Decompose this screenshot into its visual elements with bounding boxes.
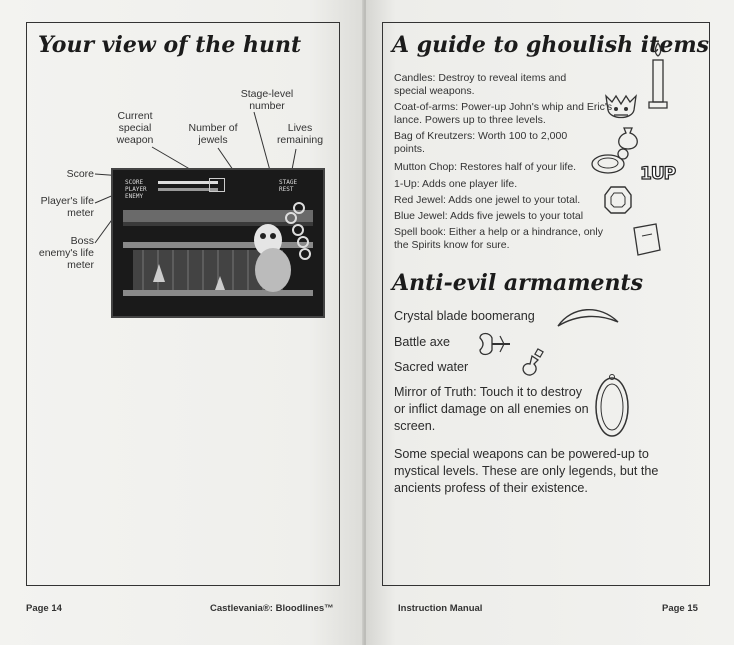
item-coat-of-arms: Coat-of-arms: Power-up John's whip and Eric's lance. Powers up to three levels. [394, 101, 613, 126]
hud-left [125, 179, 147, 200]
armament-battle-axe: Battle axe [394, 335, 451, 349]
footer-manual-title: Instruction Manual [398, 603, 483, 614]
coat-of-arms-icon [602, 92, 640, 126]
label-current-weapon: Current special weapon [116, 110, 154, 146]
footer-page-14: Page 14 [26, 603, 62, 614]
armament-boomerang: Crystal blade boomerang [394, 309, 535, 323]
hud-player: PLAYER [125, 186, 147, 193]
red-jewel-icon [602, 184, 634, 216]
item-bag-of-kreutzers: Bag of Kreutzers: Worth 100 to 2,000 points. [394, 130, 568, 155]
hud-enemy: ENEMY [125, 193, 144, 200]
item-blue-jewel: Blue Jewel: Adds five jewels to your total [394, 210, 584, 222]
item-red-jewel: Red Jewel: Adds one jewel to your total. [394, 194, 581, 206]
game-screenshot [111, 168, 325, 318]
spell-book-icon [630, 222, 664, 258]
item-spell-book: Spell book: Either a help or a hindrance, only the Spirits know for sure. [394, 226, 603, 251]
left-page [0, 0, 364, 645]
hud-rest: REST [279, 186, 294, 193]
closing-paragraph: Some special weapons can be powered-up to mystical levels. These are only legends, but the ancients profess of their existence. [394, 447, 659, 495]
candle-icon [646, 40, 670, 112]
footer-page-15: Page 15 [662, 603, 698, 614]
label-lives: Lives remaining [276, 122, 324, 146]
footer-game-title: Castlevania®: Bloodlines™ [210, 603, 334, 614]
label-score: Score [66, 168, 94, 180]
armaments-title: Anti-evil armaments [392, 270, 644, 296]
sacred-water-icon [518, 348, 548, 378]
right-page [366, 0, 734, 645]
battle-axe-icon [474, 328, 512, 362]
item-candles: Candles: Destroy to reveal items and special weapons. [394, 72, 567, 97]
hud-stage: STAGE [279, 179, 298, 186]
label-jewels: Number of jewels [188, 122, 238, 146]
label-boss-life: Boss enemy's life meter [38, 235, 94, 271]
label-player-life: Player's life meter [40, 195, 94, 219]
mirror-icon [592, 374, 632, 440]
hud-weapon-box [209, 178, 225, 192]
armament-sacred-water: Sacred water [394, 360, 469, 374]
item-one-up: 1-Up: Adds one player life. [394, 178, 518, 190]
mutton-chop-icon [590, 146, 634, 176]
item-mutton-chop: Mutton Chop: Restores half of your life. [394, 161, 577, 173]
armament-mirror-of-truth: Mirror of Truth: Touch it to destroy or inflict damage on all enemies on screen. [394, 385, 589, 433]
label-stage-level: Stage-level number [240, 88, 294, 112]
hud-right [279, 179, 297, 193]
items-title: A guide to ghoulish items [392, 32, 709, 58]
left-page-title: Your view of the hunt [38, 32, 302, 58]
one-up-icon: 1UP [640, 164, 676, 184]
boomerang-icon [554, 300, 622, 334]
hud-score: SCORE [125, 179, 144, 186]
